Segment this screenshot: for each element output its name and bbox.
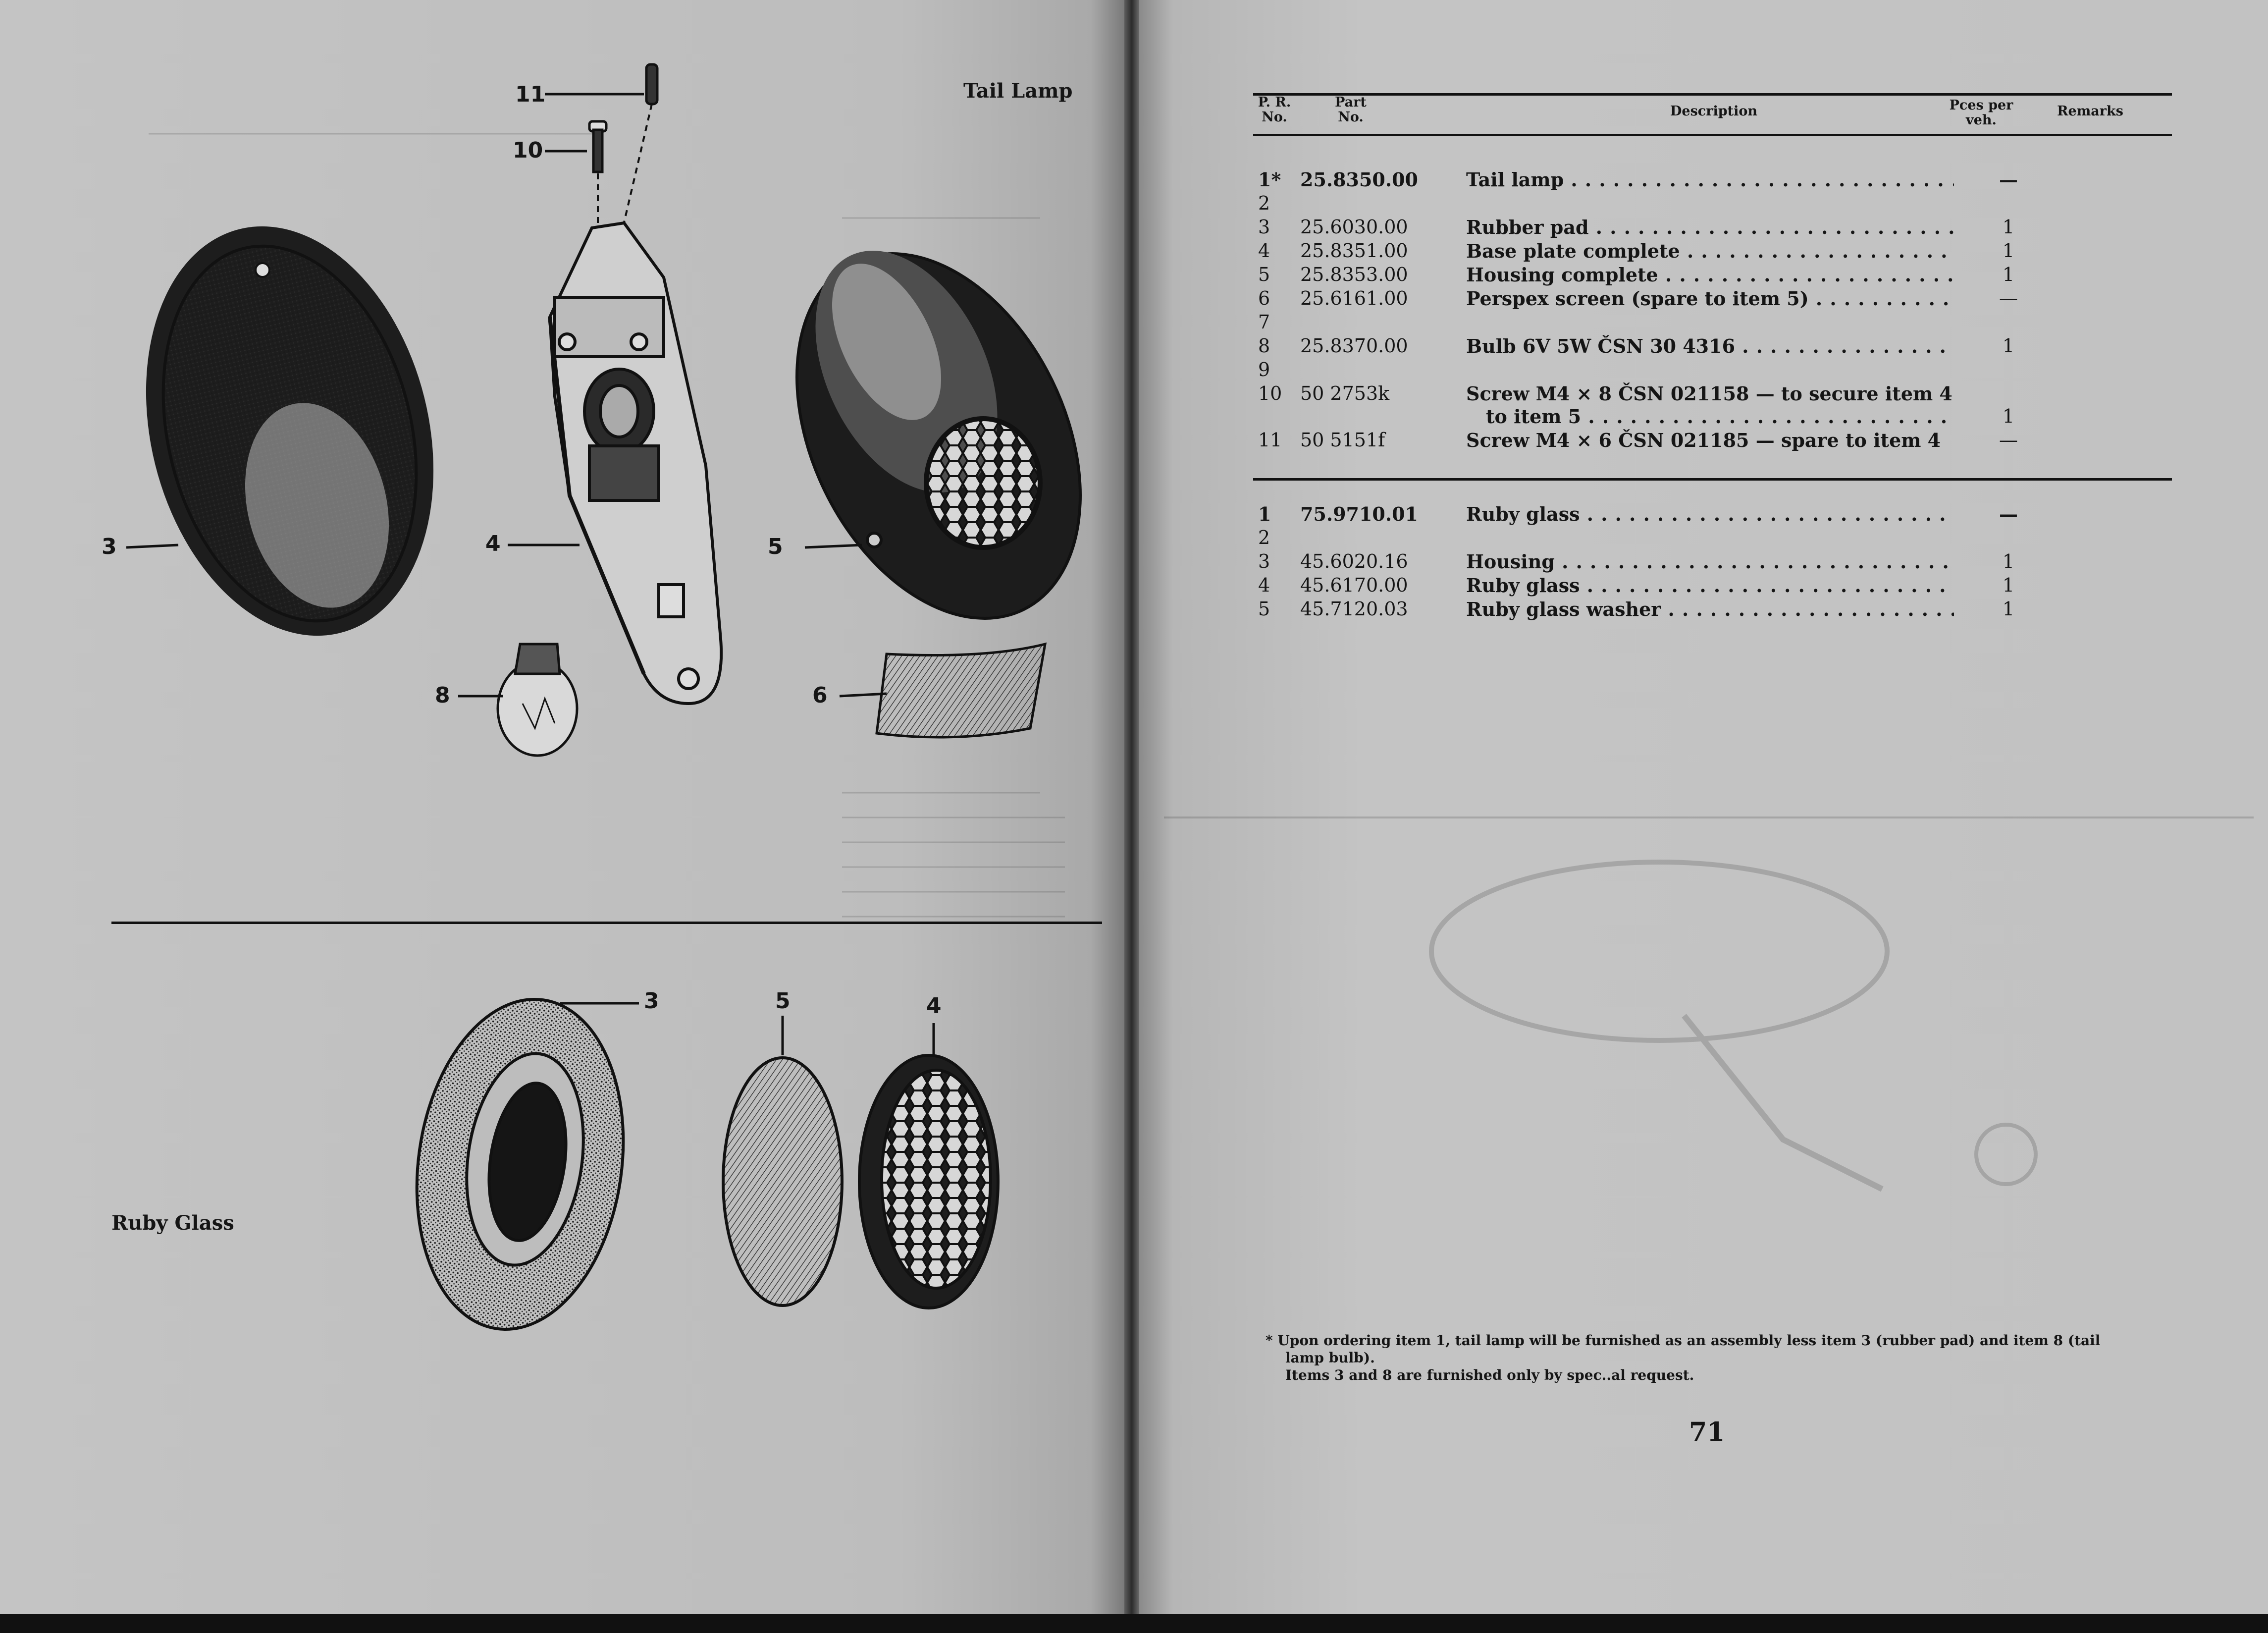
ruby-callout-3: 3	[644, 988, 659, 1014]
header-description: Description	[1670, 104, 1757, 119]
table-row: 1 75.9710.01 Ruby glass . . . —	[1258, 503, 2036, 527]
table-header-rule	[1253, 134, 2172, 136]
table-row: 11 50 5151f Screw M4 × 6 ČSN 021185 — spare to item 4 —	[1258, 429, 2018, 451]
footnote	[1266, 1332, 2177, 1384]
table-row: 4 45.6170.00 Ruby glass . . . 1	[1258, 574, 2036, 598]
page-number: 71	[1689, 1417, 1725, 1447]
header-pr-no: P. R. No.	[1258, 95, 1291, 125]
callout-5: 5	[768, 534, 783, 559]
table-section-rule	[1253, 478, 2172, 481]
ruby-glass-title: Ruby Glass	[111, 1211, 234, 1235]
callout-6: 6	[812, 683, 828, 708]
table-row: 8 25.8370.00 Bulb 6V 5W ČSN 30 4316 . . . 1	[1258, 335, 2036, 359]
ruby-glass-lens-drawing	[723, 1058, 842, 1306]
header-pieces: Pces per veh.	[1949, 98, 2013, 128]
callout-3: 3	[102, 534, 117, 559]
table-row: 7	[1258, 311, 1270, 333]
header-part-no: Part No.	[1335, 95, 1367, 125]
table-row: 6 25.6161.00 Perspex screen (spare to item 5) . . . —	[1258, 287, 2036, 311]
table-row: 1* 25.8350.00 Tail lamp . . . —	[1258, 168, 2036, 192]
table-row: 3 45.6020.16 Housing . . . 1	[1258, 550, 2036, 574]
ruby-callout-5: 5	[775, 988, 791, 1014]
table-row: 2	[1258, 192, 1270, 214]
table-row: 5 25.8353.00 Housing complete . . . 1	[1258, 264, 2036, 287]
table-row: 2	[1258, 527, 1270, 548]
callout-11: 11	[515, 82, 546, 107]
callout-10: 10	[513, 138, 543, 163]
header-remarks: Remarks	[2057, 104, 2123, 119]
table-row: 10 50 2753k Screw M4 × 8 ČSN 021158 — to secure item 4	[1258, 382, 1952, 405]
table-top-rule	[1253, 93, 2172, 96]
table-row: 4 25.8351.00 Base plate complete . . . 1	[1258, 240, 2036, 264]
footnote-line-3: Items 3 and 8 are furnished only by spec..al request.	[1285, 1367, 1694, 1383]
tail-lamp-title: Tail Lamp	[963, 79, 1073, 103]
ruby-housing-drawing	[396, 986, 643, 1343]
footnote-line-2: lamp bulb).	[1285, 1350, 1375, 1366]
book-gutter	[1124, 0, 1139, 1614]
table-row: 5 45.7120.03 Ruby glass washer . . . 1	[1258, 598, 2036, 622]
table-row: 3 25.6030.00 Rubber pad . . . 1	[1258, 216, 2036, 240]
callout-8: 8	[435, 683, 450, 708]
ruby-glass-washer-drawing	[859, 1055, 998, 1308]
ruby-callout-4: 4	[926, 993, 942, 1019]
scan-bottom-edge	[0, 1614, 2268, 1633]
left-page	[0, 0, 1124, 1614]
callout-4: 4	[485, 531, 501, 556]
table-row: 9	[1258, 359, 1270, 381]
ruby-glass-illustration	[0, 0, 1124, 1614]
footnote-line-1: * Upon ordering item 1, tail lamp will be furnished as an assembly less item 3 (rubber pad) and item 8 (tail	[1266, 1332, 2101, 1349]
table-row-continuation: to item 5 . . . 1	[1258, 405, 2036, 429]
